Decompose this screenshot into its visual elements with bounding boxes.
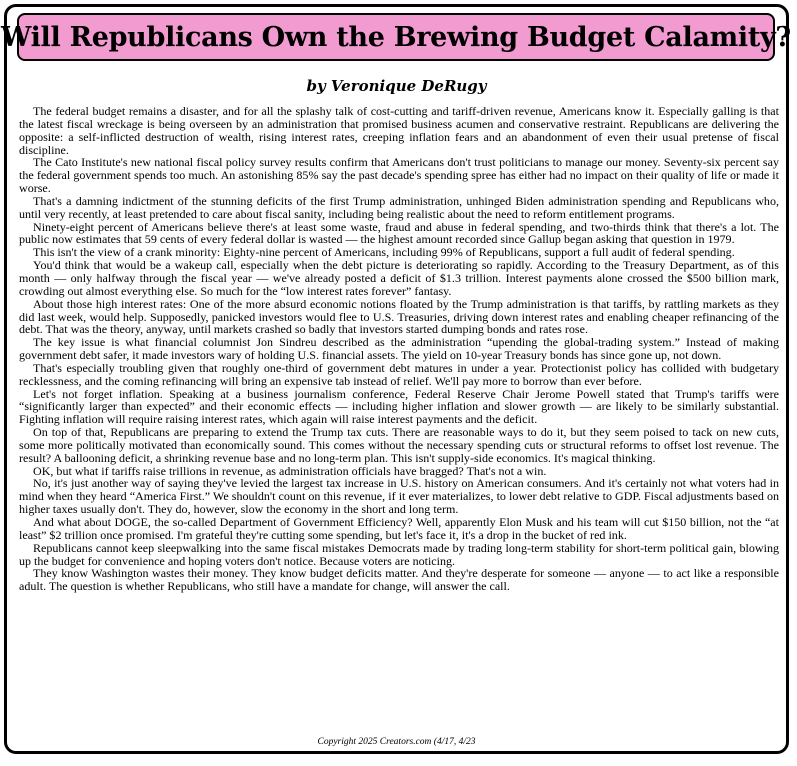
article-frame: [1, 4, 791, 754]
paragraph: They know Washington wastes their money. They know budget deficits matter. And they're desperate for someone — anyone — to act like a responsible adult. The question is whether Republicans, who still have a mandate for change, will answer the call.: [19, 566, 779, 594]
article-body: [19, 105, 779, 593]
byline: by Veronique DeRugy: [306, 77, 487, 95]
paragraph: OK, but what if tariffs raise trillions in revenue, as administration officials have bragged? That's not a win.: [33, 463, 547, 478]
paragraph: This isn't the view of a crank minority: Eighty-nine percent of Americans, including 99% of Republicans, support a full audit of federal spending.: [33, 245, 735, 260]
paragraph: Let's not forget inflation. Speaking at a business journalism conference, Federal Reserve Chair Jerome Powell stated that Trump's tariffs were “significantly larger than expected” and their economic effects — including higher inflation and slower growth — are likely to be similarly substantial. Fighting inflation will require raising interest rates, which again will raise interest payments and the deficit.: [19, 386, 779, 427]
paragraph: Republicans cannot keep sleepwalking into the same fiscal mistakes Democrats made by trading long-term stability for short-term political gain, blowing up the budget for convenience and hoping voters don't notice. Because voters are noticing.: [19, 540, 779, 568]
paragraph: The Cato Institute's new national fiscal policy survey results confirm that Americans don't trust politicians to manage our money. Seventy-six percent say the federal government spends too much. An astonishing 85% say the past decade's spending spree has either had no impact on their quality of life or made it worse.: [19, 155, 779, 196]
paragraph: And what about DOGE, the so-called Department of Government Efficiency? Well, apparently Elon Musk and his team will cut $150 billion, not the “at least” $2 trillion once promised. I'm grateful they're cutting some spending, but let's face it, it's a drop in the bucket of red ink.: [19, 515, 779, 542]
paragraph: The key issue is what financial columnist Jon Sindreu described as the administration “upending the global-trading system.” Instead of making government debt safer, it made investors wary of holding U.S. financial assets. The yield on 10-year Treasury bonds has since gone up, not down.: [19, 335, 779, 363]
paragraph: You'd think that would be a wakeup call, especially when the debt picture is deteriorating so rapidly. According to the Treasury Department, as of this month — only halfway through the fiscal year — we've already posted a deficit of $1.3 trillion. Interest payments alone crossed the $500 billion mark, crowding out almost everything else. So much for the “low interest rates forever” fantasy.: [19, 258, 779, 298]
paragraph: That's especially troubling given that roughly one-third of government debt matures in under a year. Protectionist policy has collided with budgetary recklessness, and the coming refinancing will bring an expensive tab instead of relief. We'll pay more to borrow than ever before.: [19, 360, 779, 388]
paragraph: About those high interest rates: One of the more absurd economic notions floated by the Trump administration is that tariffs, by rattling markets as they did last week, would help. Supposedly, panicked investors would flee to U.S. Treasuries, driving down interest rates and enabling cheaper refinancing of the debt. That was the theory, anyway, until markets crashed so badly that investors started dumping bonds and rates rose.: [19, 296, 779, 337]
article-title: Will Republicans Own the Brewing Budget Calamity?: [1, 21, 791, 53]
title-banner: [1, 13, 791, 61]
copyright-notice: Copyright 2025 Creators.com (4/17, 4/23: [317, 737, 476, 747]
paragraph: That's a damning indictment of the stunning deficits of the first Trump administration, unhinged Biden administration spending and Republicans who, until very recently, at least pretended to care about fiscal sanity, including being realistic about the need to reform entitlement programs.: [19, 193, 779, 221]
paragraph: No, it's just another way of saying they've levied the largest tax increase in U.S. history on American consumers. And it's certainly not what voters had in mind when they heard “America First.” We shouldn't count on this revenue, if it ever materializes, to lower debt relative to GDP. Fiscal adjustments based on higher taxes usually don't. They do, however, slow the economy in the short and long term.: [19, 476, 779, 517]
paragraph: Ninety-eight percent of Americans believe there's at least some waste, fraud and abuse in federal spending, and two-thirds think that there's a lot. The public now estimates that 59 cents of every federal dollar is wasted — the highest amount recorded since Gallup began asking that question in 1979.: [19, 219, 779, 247]
paragraph: The federal budget remains a disaster, and for all the splashy talk of cost-cutting and tariff-driven revenue, Americans know it. Especially galling is that the latest fiscal wreckage is being overseen by an administration that promised business acumen and conservative restraint. Republicans are delivering the opposite: a self-inflicted destruction of wealth, rising interest rates, creeping inflation fears and an abandonment of even their usual pretense of fiscal discipline.: [19, 104, 779, 157]
paragraph: On top of that, Republicans are preparing to extend the Trump tax cuts. There are reasonable ways to do it, but they seem poised to tack on new cuts, some more politically motivated than economically sound. This comes without the necessary spending cuts or structural reforms to offset lost revenue. The result? A ballooning deficit, a shrinking revenue base and no long-term plan. This isn't supply-side economics. It's magical thinking.: [19, 425, 779, 465]
